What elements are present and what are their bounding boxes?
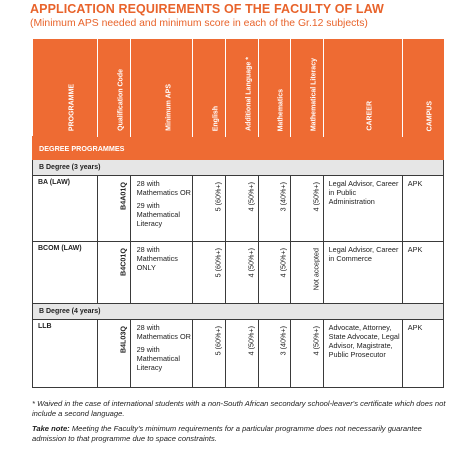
band-row xyxy=(33,304,444,320)
campus-cell: APK xyxy=(402,176,443,242)
take-note-text: Meeting the Faculty's minimum requirements for a particular programme does not necessarily guarantee admission to that programme due to space constraints. xyxy=(32,424,422,443)
header-mathematical-literacy: Mathematical Literacy xyxy=(291,39,324,137)
mathematics-cell: 3 (40%+) xyxy=(258,320,291,388)
code-cell: B4L03Q xyxy=(98,320,131,388)
page-title: APPLICATION REQUIREMENTS OF THE FACULTY OF LAW xyxy=(30,2,384,16)
take-note xyxy=(32,424,457,444)
table-row xyxy=(33,320,444,388)
aps-cell: 28 with Mathematics OR 29 with Mathematical Literacy xyxy=(130,320,193,388)
math-literacy-cell: 4 (50%+) xyxy=(291,320,324,388)
requirements-table xyxy=(32,39,444,388)
band-label-4yr: B Degree (4 years) xyxy=(33,304,444,320)
career-cell: Advocate, Attorney, State Advocate, Legal Advisor, Magistrate, Public Prosecutor xyxy=(323,320,402,388)
header-programme: PROGRAMME xyxy=(33,39,98,137)
english-cell: 5 (60%+) xyxy=(193,242,226,304)
math-literacy-cell: 4 (50%+) xyxy=(291,176,324,242)
aps-cell: 28 with Mathematics ONLY xyxy=(130,242,193,304)
section-label: DEGREE PROGRAMMES xyxy=(33,137,444,160)
english-cell: 5 (60%+) xyxy=(193,320,226,388)
code-cell: B4A01Q xyxy=(98,176,131,242)
section-row xyxy=(33,137,444,160)
page-subtitle: (Minimum APS needed and minimum score in each of the Gr.12 subjects) xyxy=(30,18,368,29)
header-additional-language: Additional Language * xyxy=(226,39,259,137)
table-row xyxy=(33,176,444,242)
header-minimum-aps: Minimum APS xyxy=(130,39,193,137)
additional-language-cell: 4 (50%+) xyxy=(226,176,259,242)
math-literacy-cell: Not accepted xyxy=(291,242,324,304)
band-label-3yr: B Degree (3 years) xyxy=(33,160,444,176)
mathematics-cell: 4 (50%+) xyxy=(258,242,291,304)
additional-language-cell: 4 (50%+) xyxy=(226,320,259,388)
career-cell: Legal Advisor, Career in Commerce xyxy=(323,242,402,304)
header-career: CAREER xyxy=(323,39,402,137)
header-row xyxy=(33,39,444,137)
take-note-label: Take note: xyxy=(32,424,70,433)
footnote: * Waived in the case of international students with a non-South African secondary school-leaver's certificate which does not include a second language. xyxy=(32,399,446,418)
campus-cell: APK xyxy=(402,242,443,304)
code-cell: B4C01Q xyxy=(98,242,131,304)
header-qualification-code: Qualification Code xyxy=(98,39,131,137)
programme-cell: LLB xyxy=(33,320,98,388)
programme-cell: BA (LAW) xyxy=(33,176,98,242)
header-campus: CAMPUS xyxy=(402,39,443,137)
aps-cell: 28 with Mathematics OR 29 with Mathematical Literacy xyxy=(130,176,193,242)
career-cell: Legal Advisor, Career in Public Administration xyxy=(323,176,402,242)
mathematics-cell: 3 (40%+) xyxy=(258,176,291,242)
additional-language-cell: 4 (50%+) xyxy=(226,242,259,304)
header-english: English xyxy=(193,39,226,137)
programme-cell: BCOM (LAW) xyxy=(33,242,98,304)
campus-cell: APK xyxy=(402,320,443,388)
english-cell: 5 (60%+) xyxy=(193,176,226,242)
table-row xyxy=(33,242,444,304)
header-mathematics: Mathematics xyxy=(258,39,291,137)
band-row xyxy=(33,160,444,176)
